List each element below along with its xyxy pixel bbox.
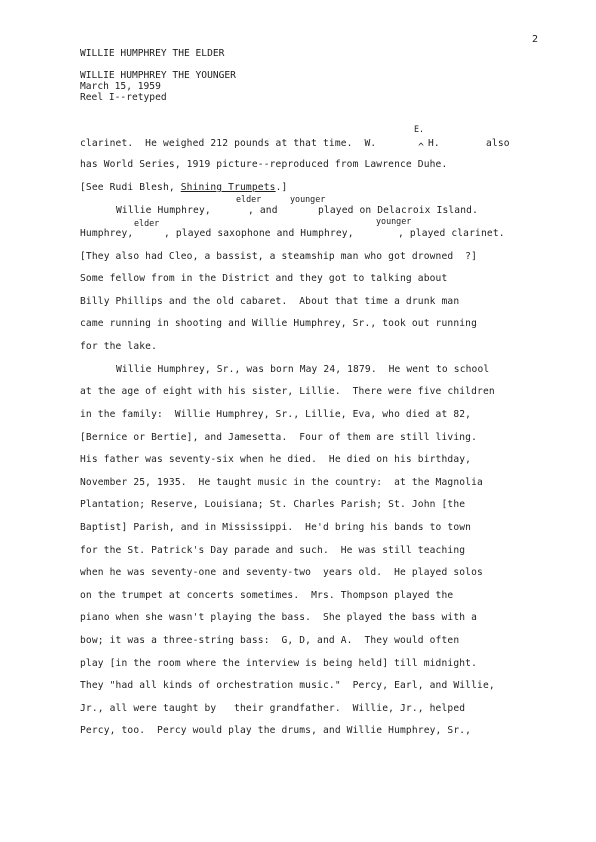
header-title-younger: WILLIE HUMPHREY THE YOUNGER (80, 70, 236, 81)
text-line: November 25, 1935. He taught music in the country: at the Magnolia (80, 477, 483, 488)
text-line: H. (428, 138, 440, 149)
text-line: for the St. Patrick's Day parade and such. He was still teaching (80, 545, 466, 556)
book-title: Shining Trumpets (180, 182, 276, 193)
text-line: when he was seventy-one and seventy-two years old. He played solos (80, 567, 483, 578)
text-line: Willie Humphrey, Sr., was born May 24, 1879. He went to school (116, 364, 490, 375)
text-line: Billy Phillips and the old cabaret. About that time a drunk man (80, 296, 460, 307)
text-line: on the trumpet at concerts sometimes. Mrs. Thompson played the (80, 590, 454, 601)
header-title-elder: WILLIE HUMPHREY THE ELDER (80, 48, 225, 59)
insert-younger: younger (290, 194, 326, 204)
text-line: Some fellow from in the District and they got to talking about (80, 273, 448, 284)
text-line: His father was seventy-six when he died. He died on his birthday, (80, 454, 472, 465)
insert-elder: elder (236, 194, 262, 204)
header-date: March 15, 1959 (80, 81, 161, 92)
text-line: played on Delacroix Island. (318, 205, 478, 216)
text-line: , played clarinet. (398, 228, 505, 239)
text-line: play [in the room where the interview is being held] till midnight. (80, 658, 478, 669)
text-line: has World Series, 1919 picture--reproduced from Lawrence Duhe. (80, 159, 448, 170)
text-line: [Bernice or Bertie], and Jamesetta. Four of them are still living. (80, 432, 478, 443)
text-line: Willie Humphrey, (116, 205, 211, 216)
text-line: Percy, too. Percy would play the drums, and Willie Humphrey, Sr., (80, 725, 472, 736)
insert-younger: younger (376, 216, 412, 226)
text-line: Humphrey, (80, 228, 134, 239)
text-line: at the age of eight with his sister, Lillie. There were five children (80, 386, 495, 397)
insert-initial-e: E. (414, 124, 425, 134)
text-line: also (486, 138, 510, 149)
text-line: Jr., all were taught by their grandfather. Willie, Jr., helped (80, 703, 466, 714)
text-line: They "had all kinds of orchestration music." Percy, Earl, and Willie, (80, 680, 495, 691)
insertion-caret: ^ (418, 142, 425, 153)
text-line: came running in shooting and Willie Humphrey, Sr., took out running (80, 318, 478, 329)
text-line: [See Rudi Blesh, Shining Trumpets.] (80, 182, 288, 193)
text-line: clarinet. He weighed 212 pounds at that time. W. (80, 138, 377, 149)
text-line: bow; it was a three-string bass: G, D, and A. They would often (80, 635, 460, 646)
header-reel: Reel I--retyped (80, 92, 167, 103)
text-line: for the lake. (80, 341, 158, 352)
page-number: 2 (531, 34, 538, 45)
text-line: , played saxophone and Humphrey, (164, 228, 354, 239)
text-line: , and (248, 205, 278, 216)
text-line: piano when she wasn't playing the bass. She played the bass with a (80, 612, 478, 623)
text-line: Plantation; Reserve, Louisiana; St. Charles Parish; St. John [the (80, 499, 466, 510)
text-line: Baptist] Parish, and in Mississippi. He'd bring his bands to town (80, 522, 472, 533)
text-line: in the family: Willie Humphrey, Sr., Lillie, Eva, who died at 82, (80, 409, 472, 420)
text-line: [They also had Cleo, a bassist, a steamship man who got drowned ?] (80, 251, 478, 262)
insert-elder: elder (134, 218, 160, 228)
